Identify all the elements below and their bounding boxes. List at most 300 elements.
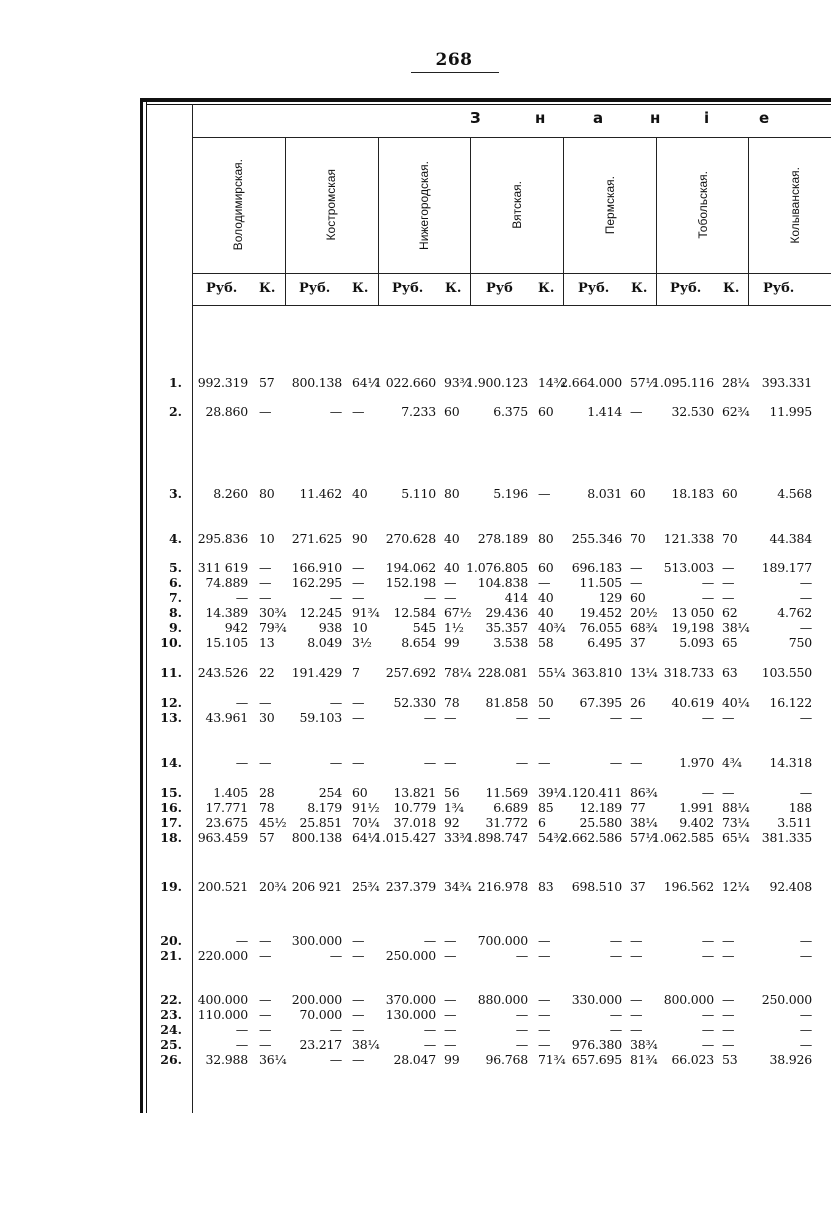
rub-value: 189.177 [761, 560, 812, 575]
kop-value: — [538, 1037, 551, 1052]
kop-value: — [352, 575, 365, 590]
rub-value: — [701, 1007, 714, 1022]
kop-value: — [352, 992, 365, 1007]
rub-value: 67.395 [579, 695, 622, 710]
row-number: 24. [160, 1022, 182, 1037]
col-divider-3 [470, 137, 471, 305]
rub-value: 14.389 [205, 605, 248, 620]
rub-value: 23.217 [299, 1037, 342, 1052]
kop-value: 60 [722, 486, 738, 501]
kop-value: 83 [538, 879, 554, 894]
rub-value: — [235, 1037, 248, 1052]
row-number: 11. [160, 665, 182, 680]
kop-value: — [259, 1037, 272, 1052]
rub-value: 1.414 [587, 404, 622, 419]
rub-value: — [235, 1022, 248, 1037]
rub-value: 257.692 [385, 665, 436, 680]
column-header [319, 145, 343, 265]
kop-value: — [444, 755, 457, 770]
kop-value: 80 [538, 531, 554, 546]
rub-value: 2.662.586 [560, 830, 622, 845]
rub-value: 10.779 [393, 800, 436, 815]
kop-value: — [444, 992, 457, 1007]
rub-value: — [799, 710, 812, 725]
rub-unit-label: Руб [486, 281, 513, 296]
rub-value: 243.526 [197, 665, 248, 680]
kop-value: 10 [352, 620, 368, 635]
rub-value: 206 921 [291, 879, 342, 894]
rub-value: — [423, 1037, 436, 1052]
rub-value: 228.081 [477, 665, 528, 680]
kop-value: 6 [538, 815, 546, 830]
rub-value: — [799, 575, 812, 590]
kop-value: — [722, 992, 735, 1007]
rub-value: 414 [504, 590, 528, 605]
kop-value: 57 [259, 375, 275, 390]
rub-value: 4.568 [777, 486, 812, 501]
column-header-label: Нижегородская. [417, 160, 431, 250]
rub-value: 393.331 [761, 375, 812, 390]
kop-value: — [352, 590, 365, 605]
rub-value: 29.436 [485, 605, 528, 620]
row-number: 18. [160, 830, 182, 845]
rub-value: 318.733 [663, 665, 714, 680]
rub-value: 942 [224, 620, 248, 635]
kop-value: — [722, 590, 735, 605]
kop-unit-label: К. [631, 281, 648, 296]
kop-value: 81¾ [630, 1052, 658, 1067]
rub-value: 513.003 [663, 560, 714, 575]
kop-value: 93¾ [444, 375, 472, 390]
rub-value: 196.562 [663, 879, 714, 894]
rub-value: — [609, 933, 622, 948]
kop-value: 30¾ [259, 605, 287, 620]
rub-value: — [701, 710, 714, 725]
kop-value: — [444, 1007, 457, 1022]
rub-value: — [609, 1022, 622, 1037]
rub-unit-label: Руб. [392, 281, 424, 296]
kop-value: 85 [538, 800, 554, 815]
column-header-label: Колыванская. [788, 166, 802, 244]
kop-value: — [259, 992, 272, 1007]
rub-value: 11.569 [485, 785, 528, 800]
rub-value: 194.062 [385, 560, 436, 575]
row-number: 9. [168, 620, 182, 635]
column-header-label: Костромская [324, 169, 338, 241]
kop-value: 28 [259, 785, 275, 800]
title-letter: а [593, 109, 604, 127]
kop-value: — [630, 755, 643, 770]
row-number: 1. [168, 375, 182, 390]
rub-value: 2.664.000 [560, 375, 622, 390]
rub-value: 330.000 [571, 992, 622, 1007]
rub-value: 370.000 [385, 992, 436, 1007]
kop-value: 38¼ [352, 1037, 380, 1052]
frame-outer-left [140, 98, 143, 1113]
kop-value: — [630, 1022, 643, 1037]
rub-value: 6.495 [587, 635, 622, 650]
rub-value: 28.047 [393, 1052, 436, 1067]
kop-value: 4¾ [722, 755, 742, 770]
rub-value: 17.771 [205, 800, 248, 815]
rub-value: — [329, 1022, 342, 1037]
rub-value: — [799, 590, 812, 605]
kop-value: 40 [538, 605, 554, 620]
col-divider-6 [748, 137, 749, 305]
rub-value: 152.198 [385, 575, 436, 590]
kop-value: — [444, 575, 457, 590]
kop-value: — [538, 992, 551, 1007]
rub-value: — [515, 1007, 528, 1022]
rub-value: 12.584 [393, 605, 436, 620]
kop-value: 99 [444, 1052, 460, 1067]
unit-bottom-rule [192, 305, 831, 306]
kop-value: 30 [259, 710, 275, 725]
rub-value: 938 [318, 620, 342, 635]
kop-value: 58 [538, 635, 554, 650]
col-divider-5 [656, 137, 657, 305]
rub-value: — [609, 710, 622, 725]
rub-unit-label: Руб. [670, 281, 702, 296]
rub-value: 74.889 [205, 575, 248, 590]
rub-value: 110.000 [197, 1007, 248, 1022]
rub-unit-label: Руб. [206, 281, 238, 296]
rub-value: — [609, 1007, 622, 1022]
rub-value: 18.183 [671, 486, 714, 501]
kop-value: 78¼ [444, 665, 472, 680]
rub-value: — [329, 404, 342, 419]
column-header [412, 145, 436, 265]
rub-value: 81.858 [485, 695, 528, 710]
row-number: 2. [168, 404, 182, 419]
rub-value: — [701, 1037, 714, 1052]
rub-value: 188 [788, 800, 812, 815]
row-number: 13. [160, 710, 182, 725]
kop-value: 40 [352, 486, 368, 501]
rub-value: 1 022.660 [374, 375, 436, 390]
kop-value: — [259, 590, 272, 605]
rub-value: 1.970 [679, 755, 714, 770]
kop-value: — [722, 575, 735, 590]
kop-value: 60 [538, 560, 554, 575]
rub-value: 52.330 [393, 695, 436, 710]
rub-value: 92.408 [769, 879, 812, 894]
kop-value: 26 [630, 695, 646, 710]
rub-value: 8.031 [587, 486, 622, 501]
kop-value: — [630, 575, 643, 590]
rub-value: 200.000 [291, 992, 342, 1007]
rub-value: 43.961 [205, 710, 248, 725]
row-number: 15. [160, 785, 182, 800]
frame-top-thin [146, 104, 831, 105]
kop-value: 12¼ [722, 879, 750, 894]
column-header-label: Тобольская. [696, 171, 710, 239]
rub-value: 5.196 [493, 486, 528, 501]
kop-value: — [538, 948, 551, 963]
title-bottom-rule [192, 137, 831, 138]
kop-value: 63 [722, 665, 738, 680]
rub-unit-label: Руб. [763, 281, 795, 296]
kop-value: 60 [444, 404, 460, 419]
kop-value: — [630, 992, 643, 1007]
row-number: 20. [160, 933, 182, 948]
kop-value: 77 [630, 800, 646, 815]
page-number-rule [411, 72, 499, 73]
kop-value: — [538, 933, 551, 948]
rub-value: 37.018 [393, 815, 436, 830]
kop-value: 37 [630, 879, 646, 894]
page-number: 268 [435, 50, 473, 70]
kop-value: — [630, 710, 643, 725]
rub-value: 11.462 [299, 486, 342, 501]
rub-value: — [799, 1037, 812, 1052]
kop-value: 40¾ [538, 620, 566, 635]
rub-value: 44.384 [769, 531, 812, 546]
rub-value: 14.318 [769, 755, 812, 770]
kop-value: 57 [259, 830, 275, 845]
kop-value: 57½ [630, 830, 658, 845]
rub-value: 271.625 [291, 531, 342, 546]
kop-value: 53 [722, 1052, 738, 1067]
kop-value: 86¾ [630, 785, 658, 800]
kop-unit-label: К. [352, 281, 369, 296]
rub-value: 220.000 [197, 948, 248, 963]
rub-value: — [799, 1007, 812, 1022]
kop-value: — [538, 1007, 551, 1022]
rub-value: 311 619 [197, 560, 248, 575]
rub-value: 3.511 [777, 815, 812, 830]
kop-value: — [630, 948, 643, 963]
kop-value: 28¼ [722, 375, 750, 390]
kop-value: — [538, 1022, 551, 1037]
kop-value: — [538, 486, 551, 501]
kop-value: 40 [444, 531, 460, 546]
rub-value: 4.762 [777, 605, 812, 620]
rub-value: — [329, 948, 342, 963]
kop-value: — [722, 948, 735, 963]
rub-unit-label: Руб. [578, 281, 610, 296]
kop-value: 34¾ [444, 879, 472, 894]
column-header-label: Володимирская. [231, 159, 245, 251]
row-number: 10. [160, 635, 182, 650]
kop-value: 40 [538, 590, 554, 605]
column-header [226, 145, 250, 265]
kop-value: — [444, 933, 457, 948]
rub-value: 35.357 [485, 620, 528, 635]
rub-value: 295.836 [197, 531, 248, 546]
rub-value: 8.260 [213, 486, 248, 501]
rub-value: 121.338 [663, 531, 714, 546]
kop-value: 22 [259, 665, 275, 680]
kop-unit-label: К. [445, 281, 462, 296]
kop-value: — [444, 1022, 457, 1037]
kop-value: — [630, 404, 643, 419]
kop-value: — [630, 1007, 643, 1022]
rub-value: 76.055 [579, 620, 622, 635]
kop-value: 60 [630, 590, 646, 605]
row-number: 3. [168, 486, 182, 501]
kop-value: 65 [722, 635, 738, 650]
column-header [691, 145, 715, 265]
rub-value: — [701, 948, 714, 963]
rub-value: — [799, 1022, 812, 1037]
kop-value: — [352, 1052, 365, 1067]
kop-value: 1¾ [444, 800, 464, 815]
kop-value: 50 [538, 695, 554, 710]
rub-value: — [799, 785, 812, 800]
rub-value: 250.000 [761, 992, 812, 1007]
title-letter: н [535, 109, 546, 127]
frame-top-thick [140, 98, 831, 102]
rub-value: 992.319 [197, 375, 248, 390]
rub-value: — [609, 948, 622, 963]
kop-value: 57½ [630, 375, 658, 390]
kop-value: 14¾ [538, 375, 566, 390]
rownum-divider [192, 104, 193, 1113]
rub-value: — [701, 575, 714, 590]
rub-value: 254 [318, 785, 342, 800]
rub-value: 976.380 [571, 1037, 622, 1052]
kop-value: 3½ [352, 635, 372, 650]
rub-value: — [701, 1022, 714, 1037]
rub-value: 1.991 [679, 800, 714, 815]
rub-value: 1.120.411 [560, 785, 622, 800]
kop-value: — [722, 560, 735, 575]
rub-value: — [329, 1052, 342, 1067]
kop-value: 62 [722, 605, 738, 620]
rub-value: 32.988 [205, 1052, 248, 1067]
kop-unit-label: К. [259, 281, 276, 296]
rub-value: 23.675 [205, 815, 248, 830]
kop-value: — [352, 560, 365, 575]
col-divider-2 [378, 137, 379, 305]
rub-value: 696.183 [571, 560, 622, 575]
row-number: 16. [160, 800, 182, 815]
kop-value: — [352, 933, 365, 948]
kop-value: 65¼ [722, 830, 750, 845]
rub-value: 9.402 [679, 815, 714, 830]
kop-value: — [259, 1022, 272, 1037]
rub-value: 255.346 [571, 531, 622, 546]
rub-unit-label: Руб. [299, 281, 331, 296]
kop-value: — [259, 755, 272, 770]
kop-value: 20¾ [259, 879, 287, 894]
kop-value: 67½ [444, 605, 472, 620]
rub-value: 13.821 [393, 785, 436, 800]
kop-value: — [538, 755, 551, 770]
kop-value: — [722, 1007, 735, 1022]
rub-value: 16.122 [769, 695, 812, 710]
kop-value: 60 [352, 785, 368, 800]
kop-value: 99 [444, 635, 460, 650]
kop-value: 88¼ [722, 800, 750, 815]
rub-value: 698.510 [571, 879, 622, 894]
column-header [505, 145, 529, 265]
kop-value: 70 [722, 531, 738, 546]
kop-value: 80 [259, 486, 275, 501]
rub-value: 191.429 [291, 665, 342, 680]
column-header-label: Вятская. [510, 181, 524, 229]
kop-value: — [630, 560, 643, 575]
rub-value: 6.689 [493, 800, 528, 815]
rub-value: 11.505 [579, 575, 622, 590]
row-number: 6. [168, 575, 182, 590]
rub-value: 963.459 [197, 830, 248, 845]
rub-value: — [423, 755, 436, 770]
rub-value: 40.619 [671, 695, 714, 710]
kop-value: 64¼ [352, 375, 380, 390]
title-letter: і [704, 109, 710, 127]
row-number: 12. [160, 695, 182, 710]
rub-value: — [515, 755, 528, 770]
rub-value: 19.452 [579, 605, 622, 620]
rub-value: 381.335 [761, 830, 812, 845]
rub-value: 270.628 [385, 531, 436, 546]
kop-value: 39¼ [538, 785, 566, 800]
rub-value: 11.995 [769, 404, 812, 419]
kop-value: — [259, 404, 272, 419]
rub-value: 8.179 [307, 800, 342, 815]
rub-value: 363.810 [571, 665, 622, 680]
kop-value: 33¾ [444, 830, 472, 845]
rub-value: 129 [598, 590, 622, 605]
rub-value: 19,198 [671, 620, 714, 635]
rub-value: 1.900.123 [466, 375, 528, 390]
rub-value: 31.772 [485, 815, 528, 830]
column-header [598, 145, 622, 265]
rub-value: — [235, 590, 248, 605]
rub-value: 250.000 [385, 948, 436, 963]
rub-value: 5.110 [401, 486, 436, 501]
kop-value: — [722, 785, 735, 800]
rub-value: — [329, 695, 342, 710]
rub-value: 1.095.116 [652, 375, 714, 390]
kop-value: 55¼ [538, 665, 566, 680]
kop-value: 40¼ [722, 695, 750, 710]
kop-value: 91¾ [352, 605, 380, 620]
rub-value: 66.023 [671, 1052, 714, 1067]
rub-value: 880.000 [477, 992, 528, 1007]
kop-value: — [722, 1022, 735, 1037]
row-number: 8. [168, 605, 182, 620]
rub-value: — [235, 755, 248, 770]
col-divider-4 [563, 137, 564, 305]
kop-value: — [444, 710, 457, 725]
rub-value: 237.379 [385, 879, 436, 894]
rub-value: — [423, 710, 436, 725]
rub-value: 13 050 [671, 605, 714, 620]
kop-value: — [259, 575, 272, 590]
kop-value: 68¾ [630, 620, 658, 635]
kop-value: — [259, 948, 272, 963]
rub-value: 25.851 [299, 815, 342, 830]
kop-value: 60 [630, 486, 646, 501]
kop-value: 38¼ [630, 815, 658, 830]
rub-value: 38.926 [769, 1052, 812, 1067]
kop-value: — [259, 560, 272, 575]
rub-value: 700.000 [477, 933, 528, 948]
kop-value: 92 [444, 815, 460, 830]
rub-value: — [423, 590, 436, 605]
kop-value: — [259, 695, 272, 710]
row-number: 14. [160, 755, 182, 770]
row-number: 26. [160, 1052, 182, 1067]
rub-value: 800.000 [663, 992, 714, 1007]
kop-value: — [538, 710, 551, 725]
kop-value: 90 [352, 531, 368, 546]
kop-value: 45½ [259, 815, 287, 830]
kop-value: — [352, 1007, 365, 1022]
